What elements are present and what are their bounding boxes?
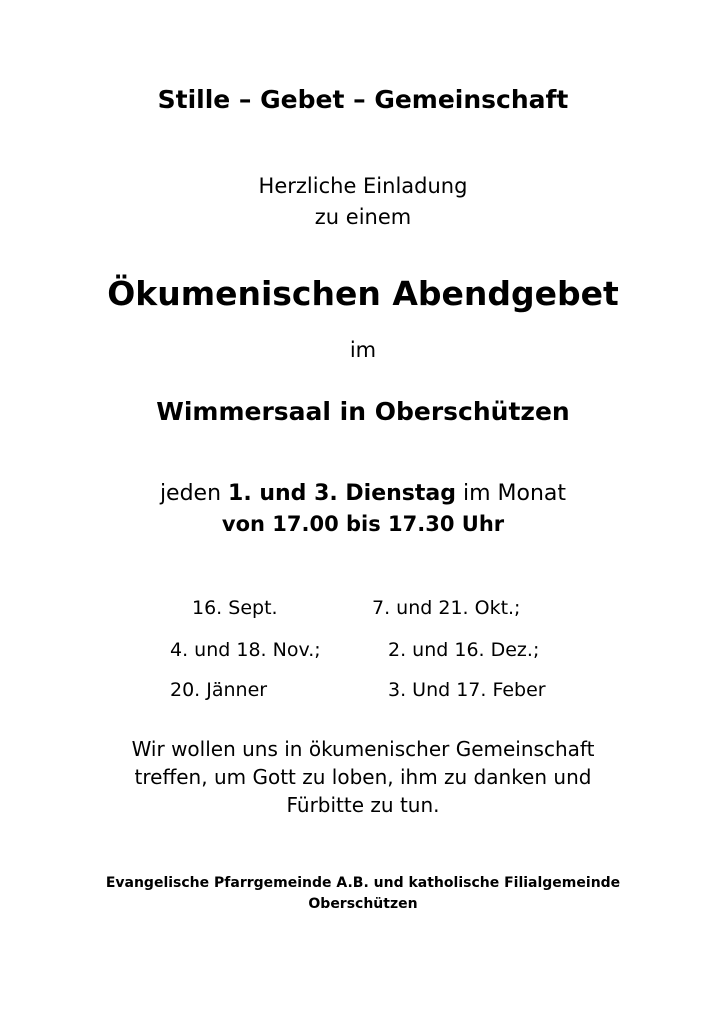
date-item: 4. und 18. Nov.; (170, 639, 321, 661)
event-venue: Wimmersaal in Oberschützen (156, 397, 570, 426)
schedule-days (0, 483, 726, 505)
page-title: Stille – Gebet – Gemeinschaft (157, 85, 569, 114)
schedule-days-bold: 1. und 3. Dienstag (228, 481, 457, 506)
date-item: 20. Jänner (170, 679, 268, 701)
message-line-3: Fürbitte zu tun. (286, 793, 440, 817)
invitation-line-2: zu einem (314, 205, 412, 229)
event-name: Ökumenischen Abendgebet (107, 274, 619, 313)
date-item: 7. und 21. Okt.; (372, 597, 521, 619)
date-item: 3. Und 17. Feber (388, 679, 546, 701)
schedule-suffix: im Monat (456, 481, 567, 506)
footer-line-2: Oberschützen (308, 896, 418, 912)
footer-line-1: Evangelische Pfarrgemeinde A.B. und katholische Filialgemeinde (105, 875, 621, 891)
date-item: 16. Sept. (192, 597, 278, 619)
event-preposition: im (349, 338, 377, 362)
date-item: 2. und 16. Dez.; (388, 639, 540, 661)
message-line-1: Wir wollen uns in ökumenischer Gemeinschaft (131, 737, 595, 761)
schedule-prefix: jeden (159, 481, 229, 506)
schedule-time: von 17.00 bis 17.30 Uhr (221, 512, 505, 536)
invitation-line-1: Herzliche Einladung (258, 174, 468, 198)
message-line-2: treffen, um Gott zu loben, ihm zu danken und (134, 765, 592, 789)
